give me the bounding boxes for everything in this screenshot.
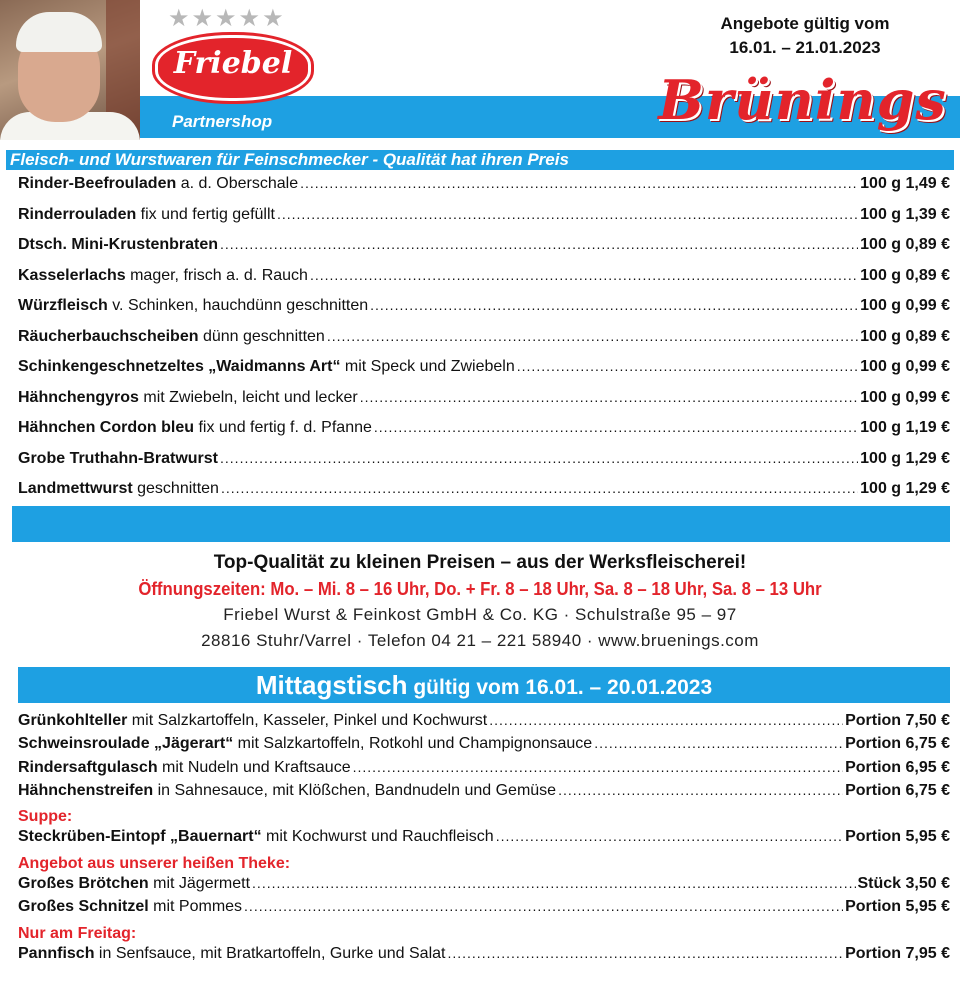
dot-leader — [489, 712, 843, 728]
offer-validity-line2: 16.01. – 21.01.2023 — [729, 38, 881, 57]
item-price: 100 g 1,29 € — [860, 449, 950, 467]
item-title: Würzfleisch — [18, 297, 108, 314]
item-description: mager, frisch a. d. Rauch — [125, 266, 308, 284]
blue-divider-box — [12, 506, 950, 542]
item-description: mit Pommes — [148, 898, 243, 916]
item-title: Steckrüben-Eintopf „Bauernart“ — [18, 828, 262, 846]
butcher-photo — [0, 0, 140, 140]
section-banner: Fleisch- und Wurstwaren für Feinschmecker - Qualität hat ihren Preis — [6, 150, 954, 170]
item-name — [18, 712, 487, 730]
dot-leader — [220, 450, 858, 466]
item-name — [18, 358, 515, 376]
item-title: Kasselerlachs — [18, 266, 126, 284]
item-description: mit Kochwurst und Rauchfleisch — [261, 828, 494, 846]
item-price: 100 g 0,89 € — [860, 266, 950, 284]
item-price: 100 g 0,89 € — [860, 236, 950, 253]
dot-leader — [370, 297, 858, 313]
item-name — [18, 480, 219, 498]
item-name — [18, 450, 218, 468]
item-title: Pannfisch — [18, 944, 95, 962]
item-name — [18, 236, 218, 254]
dot-leader — [517, 358, 858, 374]
item-price: Portion 7,50 € — [845, 712, 950, 729]
meat-item-row — [18, 175, 950, 206]
item-description: mit Jägermett — [148, 875, 251, 893]
item-price: 100 g 0,99 € — [860, 297, 950, 314]
item-title: Hähnchengyros — [18, 388, 139, 406]
lunch-menu-heading: Mittagstisch — [255, 670, 408, 700]
item-description: mit Nudeln und Kraftsauce — [157, 758, 351, 776]
item-title: Dtsch. Mini-Krustenbraten — [18, 236, 219, 253]
dot-leader — [594, 735, 843, 751]
friebel-logo-text: Friebel — [173, 46, 293, 81]
item-price: Stück 3,50 € — [857, 875, 950, 893]
item-price: Portion 6,95 € — [845, 758, 950, 776]
meat-item-row — [18, 297, 950, 328]
item-title: Rinder-Beefrouladen — [18, 175, 177, 192]
meat-item-row — [18, 206, 950, 237]
meat-item-row — [18, 267, 950, 298]
meat-item-row — [18, 419, 950, 450]
item-description: in Senfsauce, mit Bratkartoffeln, Gurke und Salat — [94, 944, 446, 962]
item-title: Hähnchenstreifen — [18, 781, 154, 799]
dot-leader — [496, 828, 843, 844]
item-price: 100 g 0,99 € — [860, 388, 950, 406]
soup-item-row — [18, 828, 950, 851]
item-price: Portion 5,95 € — [845, 898, 950, 916]
item-title: Hähnchen Cordon bleu — [18, 419, 194, 436]
shop-info — [0, 550, 960, 654]
dot-leader — [221, 480, 858, 496]
item-price: Portion 5,95 € — [845, 828, 950, 846]
quality-slogan: Top-Qualität zu kleinen Preisen – aus der Werksfleischerei! — [213, 552, 747, 573]
item-description: mit Salzkartoffeln, Rotkohl und Champignonsauce — [233, 735, 593, 753]
lunch-menu-list — [18, 712, 950, 968]
lunch-menu-title — [18, 667, 950, 703]
offer-validity — [700, 12, 910, 60]
item-title: Schinkengeschnetzeltes „Waidmanns Art“ — [18, 358, 341, 375]
item-title: Großes Brötchen — [18, 875, 149, 893]
dot-leader — [374, 419, 858, 435]
item-name — [18, 175, 298, 193]
hot-counter-item-row — [18, 875, 950, 898]
item-name — [18, 267, 308, 285]
item-description: in Sahnesauce, mit Klößchen, Bandnudeln und Gemüse — [153, 781, 557, 799]
item-price: 100 g 0,99 € — [860, 358, 950, 375]
item-price: 100 g 1,39 € — [860, 205, 950, 223]
dot-leader — [220, 236, 858, 252]
item-name — [18, 945, 445, 963]
friday-item-row — [18, 945, 950, 968]
company-address: Friebel Wurst & Feinkost GmbH & Co. KG · Schulstraße 95 – 97 — [223, 605, 737, 624]
item-description: dünn geschnitten — [198, 327, 325, 345]
friday-heading: Nur am Freitag: — [18, 924, 137, 942]
meat-item-row — [18, 450, 950, 481]
item-price: Portion 7,95 € — [845, 944, 950, 962]
item-title: Räucherbauchscheiben — [18, 327, 199, 345]
item-title: Grobe Truthahn-Bratwurst — [18, 449, 219, 467]
item-description: geschnitten — [132, 480, 219, 497]
header — [0, 0, 960, 150]
dot-leader — [353, 759, 843, 775]
meat-item-row — [18, 236, 950, 267]
dot-leader — [244, 898, 843, 914]
item-name — [18, 735, 592, 753]
company-contact: 28816 Stuhr/Varrel · Telefon 04 21 – 221 58940 · www.bruenings.com — [201, 631, 759, 650]
lunch-item-row — [18, 712, 950, 735]
item-description: fix und fertig f. d. Pfanne — [194, 419, 372, 436]
dot-leader — [327, 328, 858, 344]
item-name — [18, 297, 368, 315]
item-description: mit Salzkartoffeln, Kasseler, Pinkel und Kochwurst — [127, 712, 488, 729]
partnershop-label: Partnershop — [172, 112, 273, 131]
item-title: Schweinsroulade „Jägerart“ — [18, 735, 234, 753]
lunch-item-row — [18, 759, 950, 782]
item-title: Rindersaftgulasch — [18, 758, 158, 776]
item-price: 100 g 1,49 € — [860, 175, 950, 192]
item-name — [18, 759, 351, 777]
item-description: v. Schinken, hauchdünn geschnitten — [107, 297, 369, 314]
soup-heading: Suppe: — [18, 808, 73, 826]
hot-counter-item-row — [18, 898, 950, 921]
rating-stars-icon: ★★★★★ — [168, 5, 286, 32]
lunch-menu-validity: gültig vom 16.01. – 20.01.2023 — [407, 676, 713, 699]
hot-counter-heading: Angebot aus unserer heißen Theke: — [18, 854, 291, 872]
item-name — [18, 898, 242, 916]
item-price: Portion 6,75 € — [845, 735, 950, 753]
item-description: a. d. Oberschale — [176, 175, 299, 192]
meat-offer-list — [18, 175, 950, 511]
lunch-item-row — [18, 782, 950, 805]
meat-item-row — [18, 358, 950, 389]
opening-hours: Öffnungszeiten: Mo. – Mi. 8 – 16 Uhr, Do. + Fr. 8 – 18 Uhr, Sa. 8 – 18 Uhr, Sa. 8 – 13 Uhr — [138, 579, 822, 599]
item-title: Landmettwurst — [18, 480, 133, 497]
dot-leader — [447, 945, 843, 961]
lunch-item-row — [18, 735, 950, 758]
item-name — [18, 419, 372, 437]
item-name — [18, 206, 275, 224]
dot-leader — [360, 389, 858, 405]
item-title: Rinderrouladen — [18, 205, 137, 223]
dot-leader — [310, 267, 858, 283]
meat-item-row — [18, 328, 950, 359]
friebel-logo — [155, 35, 311, 101]
item-price: 100 g 1,29 € — [860, 480, 950, 497]
item-name — [18, 782, 556, 800]
item-description: mit Speck und Zwiebeln — [340, 358, 515, 375]
dot-leader — [558, 782, 843, 798]
item-name — [18, 328, 325, 346]
item-name — [18, 828, 494, 846]
item-title: Großes Schnitzel — [18, 898, 149, 916]
item-price: 100 g 0,89 € — [860, 327, 950, 345]
item-price: 100 g 1,19 € — [860, 419, 950, 436]
meat-item-row — [18, 389, 950, 420]
dot-leader — [252, 875, 855, 891]
offer-validity-line1: Angebote gültig vom — [720, 14, 890, 33]
item-description: fix und fertig gefüllt — [136, 205, 275, 223]
dot-leader — [277, 206, 858, 222]
item-name — [18, 389, 358, 407]
item-description: mit Zwiebeln, leicht und lecker — [138, 388, 358, 406]
item-name — [18, 875, 250, 893]
item-title: Grünkohlteller — [18, 712, 128, 729]
dot-leader — [300, 175, 858, 191]
item-price: Portion 6,75 € — [845, 781, 950, 799]
bruenings-logo: Brünings — [658, 68, 947, 132]
